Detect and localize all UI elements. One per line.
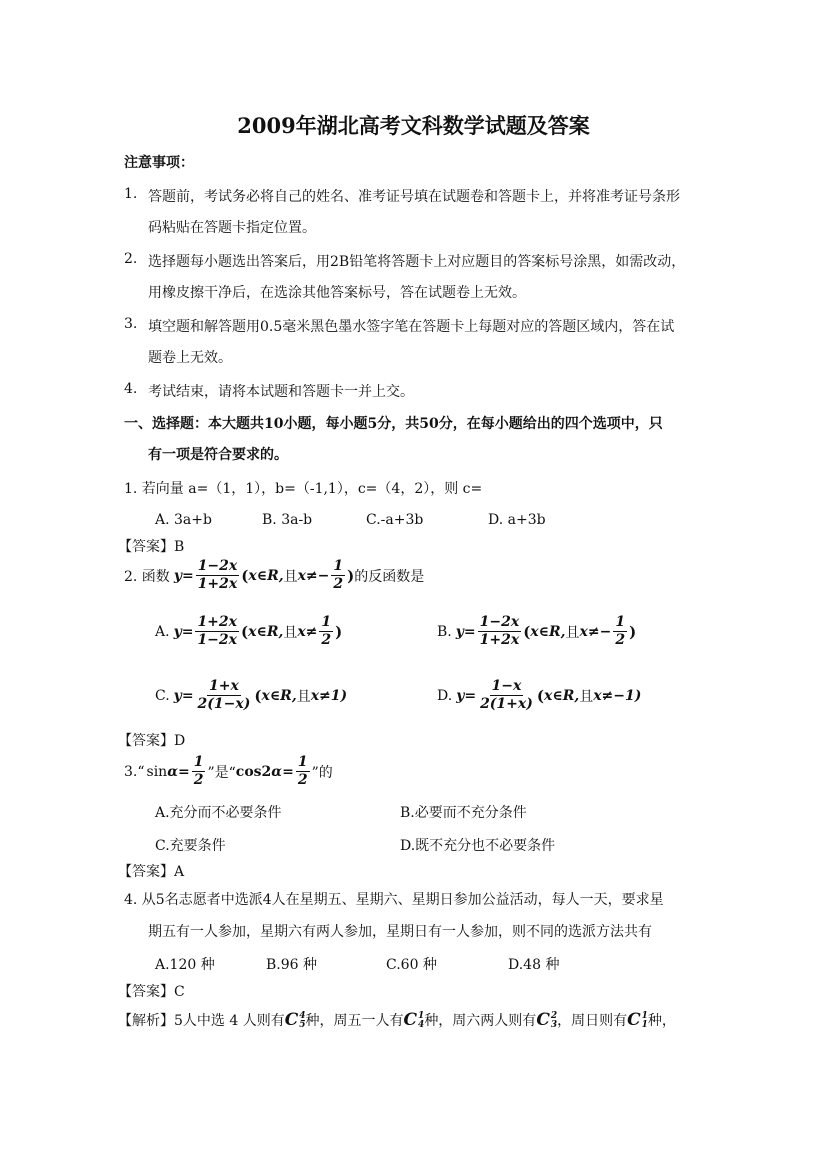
notice-item-2-line2: 用橡皮擦干净后，在选涂其他答案标号，答在试题卷上无效。 [148, 285, 526, 301]
notice-item-1-line2: 码粘贴在答题卡指定位置。 [148, 220, 316, 236]
notice-item-2-line1: 选择题每小题选出答案后，用2B铅笔将答题卡上对应题目的答案标号涂黑，如需改动， [148, 254, 686, 270]
combination-c4-1: C 1 4 [403, 1010, 425, 1030]
q2-suffix: 的反函数是 [354, 568, 425, 585]
q1-option-a: A. 3a+b [155, 512, 212, 528]
q2-answer: 【答案】D [118, 733, 186, 749]
q4-option-b: B.96 种 [266, 957, 318, 973]
q2-function-fraction: $\frac{1-2x}{1+2x}$ [197, 558, 238, 592]
q3-option-a: A.充分而不必要条件 [155, 805, 282, 821]
q4-answer: 【答案】C [118, 984, 185, 1000]
q2-half: $\frac{1}{2}$ [333, 558, 344, 592]
q4-option-d: D.48 种 [508, 957, 560, 973]
q3-option-c: C.充要条件 [155, 838, 226, 854]
q1-option-c: C.-a+3b [366, 512, 424, 528]
q2-option-b: B. y = $\frac{1-2x}{1+2x}$ ( x∈R, 且 x≠ − $\frac{1}{2}$ ) [437, 614, 637, 648]
notice-item-1-num: 1. [124, 186, 138, 202]
notice-item-1-line1: 答题前，考试务必将自己的姓名、准考证号填在试题卷和答题卡上，并将准考证号条形 [148, 189, 680, 205]
notice-heading: 注意事项： [124, 155, 194, 171]
notice-item-4-line1: 考试结束，请将本试题和答题卡一并上交。 [148, 384, 414, 400]
q1-stem: 1. 若向量 a=（1，1），b=（-1,1），c=（4，2），则 c= [124, 481, 483, 497]
notice-item-4-num: 4. [124, 381, 138, 397]
q4-stem-line2: 期五有一人参加，星期六有两人参加，星期日有一人参加，则不同的选派方法共有 [148, 924, 652, 940]
q3-option-d: D.既不充分也不必要条件 [400, 838, 556, 854]
q4-stem-line1: 4. 从5名志愿者中选派4人在星期五、星期六、星期日参加公益活动，每人一天，要求星 [124, 892, 664, 908]
notice-item-3-line2: 题卷上无效。 [148, 350, 232, 366]
q1-option-b: B. 3a-b [262, 512, 313, 528]
combination-c1-1: C 1 1 [627, 1010, 648, 1030]
combination-c3-2: C 2 3 [536, 1010, 558, 1030]
q4-analysis: 【解析】5人中选 4 人则有 C 4 5 种，周五一人有 C 1 4 种，周六两人则有 C 2 3 ，周日则有 C 1 1 种， [118, 1010, 676, 1030]
q1-answer: 【答案】B [118, 539, 185, 555]
q2-option-a: A. y = $\frac{1+2x}{1-2x}$ ( x∈R, 且 x≠ $\frac{1}{2}$ ) [155, 614, 343, 648]
page-title: 2009年湖北高考文科数学试题及答案 [237, 113, 590, 138]
q2-stem: 2. 函数 y = $\frac{1-2x}{1+2x}$ ( x∈R, 且 x≠ − $\frac{1}{2}$ ) 的反函数是 [124, 558, 425, 592]
section1-heading: 一、选择题：本大题共10小题，每小题5分，共50分，在每小题给出的四个选项中，只 [124, 416, 663, 432]
notice-item-2-num: 2. [124, 251, 138, 267]
combination-c5-4: C 4 5 [284, 1010, 306, 1030]
q2-y: y [173, 567, 182, 584]
q2-prefix: 2. 函数 [124, 568, 170, 585]
q1-option-d: D. a+3b [488, 512, 546, 528]
q3-option-b: B.必要而不充分条件 [400, 805, 527, 821]
section1-heading-cont: 有一项是符合要求的。 [148, 447, 288, 463]
q4-option-c: C.60 种 [386, 957, 437, 973]
q2-eq: = [181, 567, 194, 584]
q2-option-c: C. y = $\frac{1+x}{2(1-x)}$ ( x∈R, 且 x≠1) [155, 678, 348, 712]
q4-option-a: A.120 种 [155, 957, 215, 973]
q2-option-d: D. y = $\frac{1-x}{2(1+x)}$ ( x∈R, 且 x≠−1) [437, 678, 642, 712]
q3-answer: 【答案】A [118, 864, 185, 880]
notice-item-3-num: 3. [124, 316, 138, 332]
q3-stem: 3.“ sin α = $\frac{1}{2}$ ”是“ cos2 α = $\frac{1}{2}$ ”的 [124, 754, 333, 788]
notice-item-3-line1: 填空题和解答题用0.5毫米黑色墨水签字笔在答题卡上每题对应的答题区域内，答在试 [148, 319, 675, 335]
